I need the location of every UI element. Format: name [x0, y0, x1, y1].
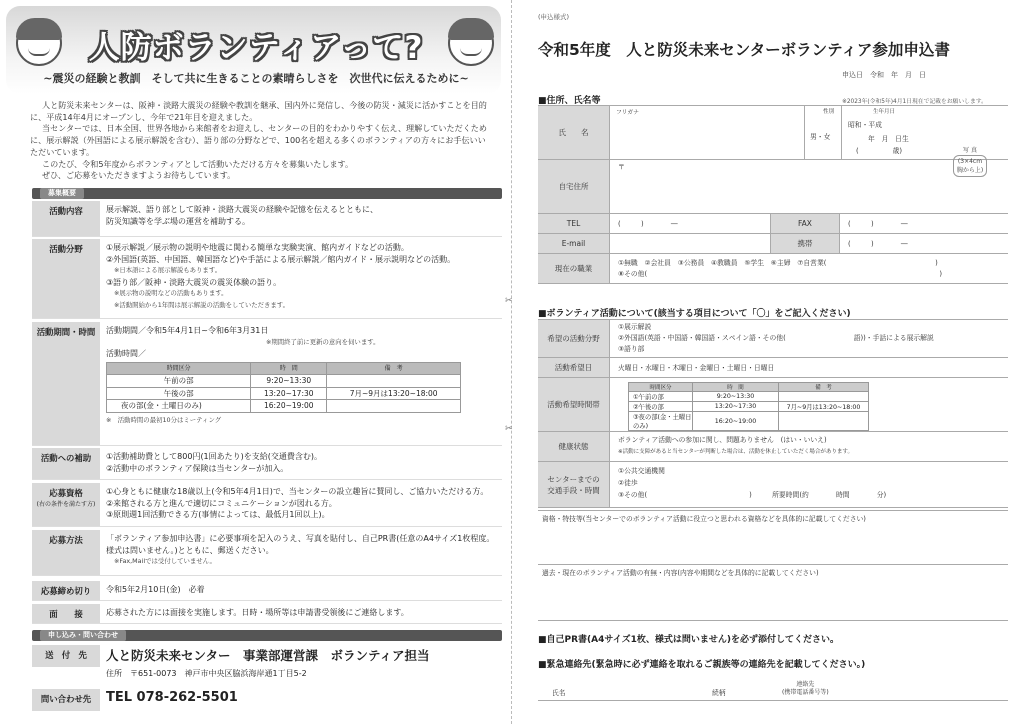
- fax-label: FAX: [770, 214, 840, 233]
- contact-section-label: 申し込み・問い合わせ: [40, 630, 126, 641]
- row-line: 活動期間／令和5年4月1日~令和6年3月31日: [106, 326, 269, 335]
- application-date: 申込日 令和 年 月 日: [842, 71, 926, 79]
- health-label: 健康状態: [538, 432, 610, 461]
- row-qualification: [32, 483, 502, 527]
- row-line: 防災知識等を学ぶ場の運営を補助する。: [106, 216, 250, 226]
- gender-field[interactable]: 男・女: [810, 133, 831, 141]
- table-cell: 夜の部(金・土曜日のみ): [107, 400, 251, 413]
- row-deadline: [32, 581, 502, 601]
- day-row: [538, 358, 1008, 378]
- row-note: ※Fax,Mailでは受付していません。: [114, 557, 216, 565]
- time-preference-table: [628, 382, 869, 431]
- photo-size: [953, 155, 987, 177]
- intro-text: [30, 100, 492, 182]
- scissors-icon: ✂: [505, 424, 513, 434]
- table-cell: [779, 412, 869, 431]
- photo-box: [942, 130, 998, 188]
- mobile-field[interactable]: ( ) ―: [848, 240, 908, 248]
- emergency-underline[interactable]: [538, 700, 1008, 701]
- row-value: [106, 692, 498, 704]
- row-label: 送 付 先: [32, 645, 100, 667]
- row-activity-field: [32, 239, 502, 319]
- row-application-method: [32, 530, 502, 576]
- row-value: [106, 451, 498, 474]
- address-row: [538, 160, 1008, 214]
- row-line: ②外国語(英語、中国語、韓国語など)や手話による展示解説／館内ガイド・展示説明などの活動。: [106, 254, 456, 264]
- access-row: [538, 462, 1008, 508]
- intro-paragraph: このたび、令和5年度からボランティアとして活動いただける方々を募集いたします。: [42, 158, 354, 169]
- time-table: [106, 362, 461, 413]
- time-label: 活動希望時間帯: [538, 378, 610, 431]
- table-cell: [327, 375, 461, 388]
- day-options[interactable]: 火曜日・水曜日・木曜日・金曜日・土曜日・日曜日: [618, 364, 775, 372]
- section-bar: [32, 188, 502, 199]
- birth-date[interactable]: 年 月 日生: [868, 135, 909, 143]
- section-label: 募集概要: [40, 188, 84, 199]
- row-send-to: [32, 645, 502, 685]
- job-options[interactable]: ①無職 ②会社員 ③公務員 ④教職員 ⑤学生 ⑥主婦 ⑦自営業( ): [618, 259, 938, 267]
- row-label: 活動への補助: [32, 448, 100, 479]
- table-header: 時間区分: [629, 383, 693, 392]
- photo-label: 写 真: [963, 147, 977, 154]
- address-label: 自宅住所: [538, 160, 610, 213]
- birth-era[interactable]: 昭和・平成: [848, 121, 882, 129]
- intro-paragraph: 人と防災未来センターは、阪神・淡路大震災の経験や教訓を継承、国内外に発信し、今後の防災・減災に活かすことを目的に、平成14年4月にオープンし、今年で21年目を迎えました。: [30, 100, 487, 122]
- row-label: 応募締め切り: [32, 581, 100, 600]
- table-row: [107, 400, 461, 413]
- access-label: [538, 462, 610, 507]
- gender-header: 性別: [823, 109, 835, 115]
- emergency-contact-text: 連絡先: [796, 681, 815, 688]
- row-label: [32, 483, 100, 526]
- postal-mark[interactable]: 〒: [618, 163, 625, 171]
- row-activity-period: [32, 322, 502, 446]
- job-row: [538, 254, 1008, 284]
- row-line: ①活動補助費として800円(1回あたり)を支給(交通費含む)。: [106, 452, 323, 461]
- table-cell[interactable]: ③夜の部(金・土曜日のみ): [629, 412, 693, 431]
- row-line: ③原則週1回活動できる方(事情によっては、最低月1回以上)。: [106, 510, 330, 519]
- table-cell: 午前の部: [107, 375, 251, 388]
- email-label: E-mail: [538, 234, 610, 253]
- emergency-contact-text: (携帯電話番号等): [782, 689, 829, 696]
- mobile-label: 携帯: [770, 234, 840, 253]
- row-value: [106, 242, 498, 311]
- access-option[interactable]: ③その他( ) 所要時間(約 時間 分): [618, 491, 887, 499]
- row-sublabel: (右の条件を満たす方): [36, 501, 96, 508]
- table-header: 時 間: [693, 383, 779, 392]
- day-label: 活動希望日: [538, 358, 610, 377]
- health-note: ※活動に支障があると当センターが判断した場合は、活動を休止していただく場合があります。: [618, 449, 853, 455]
- table-cell: 9:20~13:30: [251, 375, 327, 388]
- access-option[interactable]: ①公共交通機関: [618, 467, 665, 475]
- birth-header: 生年月日: [873, 109, 896, 115]
- table-cell: 7月~9月は13:20~18:00: [327, 387, 461, 400]
- row-line: ②来館される方と進んで適切にコミュニケーションが図れる方。: [106, 498, 337, 508]
- table-header: 備 考: [779, 383, 869, 392]
- name-row: [538, 106, 1008, 160]
- table-row: [629, 392, 869, 402]
- row-activity-content: [32, 201, 502, 237]
- table-row: [107, 375, 461, 388]
- row-label: 活動内容: [32, 201, 100, 236]
- access-option[interactable]: ②徒歩: [618, 479, 638, 487]
- table-cell: 9:20~13:30: [693, 392, 779, 402]
- form-title: 令和5年度 人と防災未来センターボランティア参加申込書: [538, 41, 950, 59]
- row-line: 展示解説、語り部として阪神・淡路大震災の経験や記憶を伝えるとともに、: [106, 205, 378, 214]
- table-cell: 16:20~19:00: [693, 412, 779, 431]
- row-value: [106, 533, 498, 568]
- row-value: [106, 325, 498, 426]
- form-type-label: (申込様式): [538, 13, 570, 21]
- row-note: ※期間終了前に更新の意向を伺います。: [266, 337, 380, 346]
- page-subtitle: ~震災の経験と教訓 そして共に生きることの素晴らしさを 次世代に伝えるために~: [43, 72, 469, 85]
- free-text-grid: [538, 510, 1008, 620]
- row-line: 令和5年2月10日(金) 必着: [106, 585, 205, 594]
- table-header: 備 考: [327, 362, 461, 375]
- row-line: 「ボランティア参加申込書」に必要事項を記入のうえ、写真を貼付し、自己PR書(任意のA4サイズ1枚程度。: [106, 534, 495, 543]
- table-row: [107, 387, 461, 400]
- row-label: 応募方法: [32, 530, 100, 575]
- field-option[interactable]: ③語り部: [618, 345, 645, 353]
- access-label-text: センターまでの: [547, 474, 600, 484]
- table-cell[interactable]: ②午後の部: [629, 402, 693, 412]
- application-form: [512, 0, 1024, 724]
- personal-info-grid: [538, 105, 1008, 295]
- qualification-box[interactable]: [538, 511, 1008, 565]
- row-note: ※ 活動時間の最初10分はミーティング: [106, 415, 222, 424]
- row-value: [106, 648, 498, 680]
- intro-paragraph: ぜひ、ご応募をいただきますようお待ちしています。: [42, 170, 236, 181]
- tel-field[interactable]: ( ) ―: [618, 220, 678, 228]
- row-line: 応募された方には面接を実施します。日時・場所等は申請書受領後にご連絡します。: [106, 608, 409, 617]
- fax-field[interactable]: ( ) ―: [848, 220, 908, 228]
- health-row: [538, 432, 1008, 462]
- row-inquiry: [32, 689, 502, 711]
- table-cell: 午後の部: [107, 387, 251, 400]
- email-row: [538, 234, 1008, 254]
- past-activity-label: 過去・現在のボランティア活動の有無・内容(内容や期間などを具体的に記載してください): [542, 569, 819, 577]
- row-value: [106, 607, 498, 619]
- photo-size-text: 胸から上): [956, 167, 984, 174]
- table-cell: 7月~9月は13:20~18:00: [779, 402, 869, 412]
- past-activity-box[interactable]: [538, 565, 1008, 621]
- emergency-heading: ■緊急連絡先(緊急時に必ず連絡を取れるご親族等の連絡先を記載してください。): [538, 660, 866, 670]
- access-label-text: 交通手段・時間: [547, 485, 600, 495]
- row-value: [106, 486, 498, 521]
- row-note: ※活動開始から1年間は展示解説の活動をしていただきます。: [114, 300, 290, 309]
- page-title: 人防ボランティアって?: [88, 30, 424, 66]
- row-label: 問い合わせ先: [32, 689, 100, 711]
- row-label: 面 接: [32, 604, 100, 623]
- table-cell[interactable]: ①午前の部: [629, 392, 693, 402]
- photo-size-text: (3×4cm: [957, 158, 983, 165]
- row-line: 活動時間／: [106, 349, 146, 358]
- emergency-relation-label: 続柄: [712, 689, 726, 697]
- inquiry-tel: TEL 078-262-5501: [106, 690, 238, 705]
- volunteer-grid: [538, 319, 1008, 509]
- send-to-name: 人と防災未来センター 事業部運営課 ボランティア担当: [106, 648, 430, 663]
- tel-row: [538, 214, 1008, 234]
- row-subsidy: [32, 448, 502, 480]
- table-cell: 13:20~17:30: [693, 402, 779, 412]
- tel-label: TEL: [538, 214, 610, 233]
- row-label: 活動期間・時間: [32, 322, 100, 445]
- field-option[interactable]: ①展示解説: [618, 323, 652, 331]
- row-line: ②活動中のボランティア保険は当センターが加入。: [106, 463, 289, 473]
- table-header: 時間区分: [107, 362, 251, 375]
- section-personal-heading: ■住所、氏名等: [538, 96, 601, 106]
- birth-age[interactable]: ( 歳): [856, 147, 903, 155]
- job-label: 現在の職業: [538, 254, 610, 283]
- qualification-label: 資格・特技等(当センターでのボランティア活動に役立つと思われる資格などを具体的に記載してください): [542, 515, 866, 523]
- row-line: ①心身ともに健康な18歳以上(令和5年4月1日)で、当センターの設立趣旨に賛同し、ご協力いただける方。: [106, 487, 489, 496]
- table-cell: 16:20~19:00: [251, 400, 327, 413]
- section-volunteer-heading: ■ボランティア活動について(該当する項目について「〇」をご記入ください): [538, 309, 851, 319]
- row-value: [106, 204, 498, 227]
- table-row: [629, 402, 869, 412]
- row-line: ①展示解説／展示物の説明や地震に関わる簡単な実験実演、館内ガイドなどの活動。: [106, 243, 409, 252]
- table-header: 時 間: [251, 362, 327, 375]
- field-row: [538, 320, 1008, 358]
- table-row: [629, 412, 869, 431]
- row-value: [106, 584, 498, 596]
- field-option[interactable]: ②外国語(英語・中国語・韓国語・スペイン語・その他( 語))・手話による展示解説: [618, 334, 934, 342]
- section-personal-note: ※2023年(令和5年)4月1日現在で記載をお願いします。: [842, 99, 987, 105]
- row-label: 活動分野: [32, 239, 100, 318]
- table-cell: [327, 400, 461, 413]
- name-label: 氏 名: [538, 106, 610, 159]
- row-note: ※日本語による展示解説もあります。: [114, 266, 222, 274]
- row-label-text: 応募資格: [49, 488, 83, 498]
- field-label: 希望の活動分野: [538, 320, 610, 357]
- row-line: ③語り部／阪神・淡路大震災の震災体験の語り。: [106, 277, 282, 287]
- emergency-contact-label: [782, 681, 829, 697]
- scissors-icon: ✂: [505, 296, 513, 306]
- row-line: 様式は問いません。)とともに、郵送ください。: [106, 545, 274, 555]
- job-other[interactable]: ⑧その他( ): [618, 270, 943, 278]
- time-row: [538, 378, 1008, 432]
- table-cell: 13:20~17:30: [251, 387, 327, 400]
- table-cell: [779, 392, 869, 402]
- row-note: ※展示物の説明などの活動もあります。: [114, 289, 228, 297]
- pr-note: ■自己PR書(A4サイズ1枚、様式は問いません)を必ず添付してください。: [538, 635, 840, 645]
- send-to-address: 住所 〒651-0073 神戸市中央区脇浜海岸通1丁目5-2: [106, 669, 307, 678]
- row-interview: [32, 604, 502, 624]
- emergency-name-label: 氏名: [552, 689, 566, 697]
- health-field[interactable]: ボランティア活動への参加に関し、問題ありません (はい・いいえ): [618, 436, 827, 444]
- furigana-label: フリガナ: [616, 110, 639, 116]
- intro-paragraph: 当センターでは、日本全国、世界各地から来館者をお迎えし、センターの目的をわかりやすく伝え、理解していただくために、展示解説（外国語による展示解説を含む）、語り部の分野などで、100名を超える多くのボランティアの方々にお手伝いいただいています。: [30, 123, 487, 157]
